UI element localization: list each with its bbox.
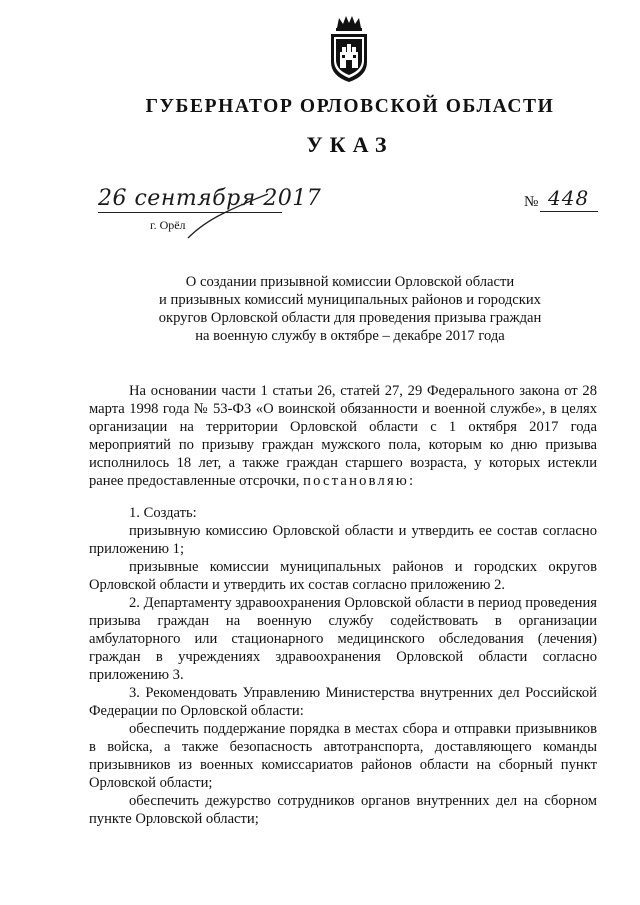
subject-line: О создании призывной комиссии Орловской области (185, 274, 515, 290)
number-label: № (524, 194, 539, 210)
item-paragraph: обеспечить дежурство сотрудников органов внутренних дел на сборном пункте Орловской области; (89, 793, 597, 827)
preamble-text: На основании части 1 статьи 26, статей 27, 29 Федерального закона от 28 марта 1998 года № 53-ФЗ «О воинской обязанности и военной службе», в целях организации на территории Орловской области с 1 октября 2017 года мероприятий по призыву граждан мужского пола, которым ко дню призыва исполнилось 18 лет, а также граждан старшего возраста, у которых истекли ранее предоставленные отсрочки, (89, 383, 597, 489)
item-paragraph: 2. Департаменту здравоохранения Орловской области в период проведения призыва граждан на военную службу содействовать в организации амбулаторного или стационарного медицинского обследования (лечения) граждан в учреждениях здравоохранения Орловской области согласно приложению 3. (89, 595, 597, 683)
decree-word: постановляю: (303, 473, 416, 489)
org-title: ГУБЕРНАТОР ОРЛОВСКОЙ ОБЛАСТИ (145, 96, 555, 117)
item-paragraph: призывные комиссии муниципальных районов и городских округов Орловской области и утвердить их состав согласно приложению 2. (89, 559, 597, 593)
number-underline (540, 211, 598, 212)
subject-line: на военную службу в октябре – декабре 2017 года (195, 328, 505, 344)
preamble-paragraph (89, 382, 597, 490)
item-paragraph: призывную комиссию Орловской области и утвердить ее состав согласно приложению 1; (89, 523, 597, 557)
paragraph-gap (89, 490, 597, 504)
item-paragraph: 1. Создать: (129, 505, 197, 521)
handwritten-number: 448 (548, 186, 590, 210)
signature-stroke (182, 192, 272, 242)
document-type: УКАЗ (306, 132, 394, 157)
subject-line: округов Орловской области для проведения призыва граждан (158, 310, 542, 326)
decree-body (89, 382, 597, 828)
item-paragraph: обеспечить поддержание порядка в местах сбора и отправки призывников в войска, а также безопасность автотранспорта, доставляющего команды призывников из военных комиссариатов районов области на сборный пункт Орловской области; (89, 721, 597, 791)
subject-line: и призывных комиссий муниципальных районов и городских (159, 292, 541, 308)
item-paragraph: 3. Рекомендовать Управлению Министерства внутренних дел Российской Федерации по Орловской области: (89, 685, 597, 719)
coat-of-arms-emblem (325, 14, 373, 84)
decree-subject (120, 273, 580, 345)
city-label: г. Орёл (150, 218, 186, 232)
handwritten-date: 26 сентября 2017 (98, 186, 322, 211)
